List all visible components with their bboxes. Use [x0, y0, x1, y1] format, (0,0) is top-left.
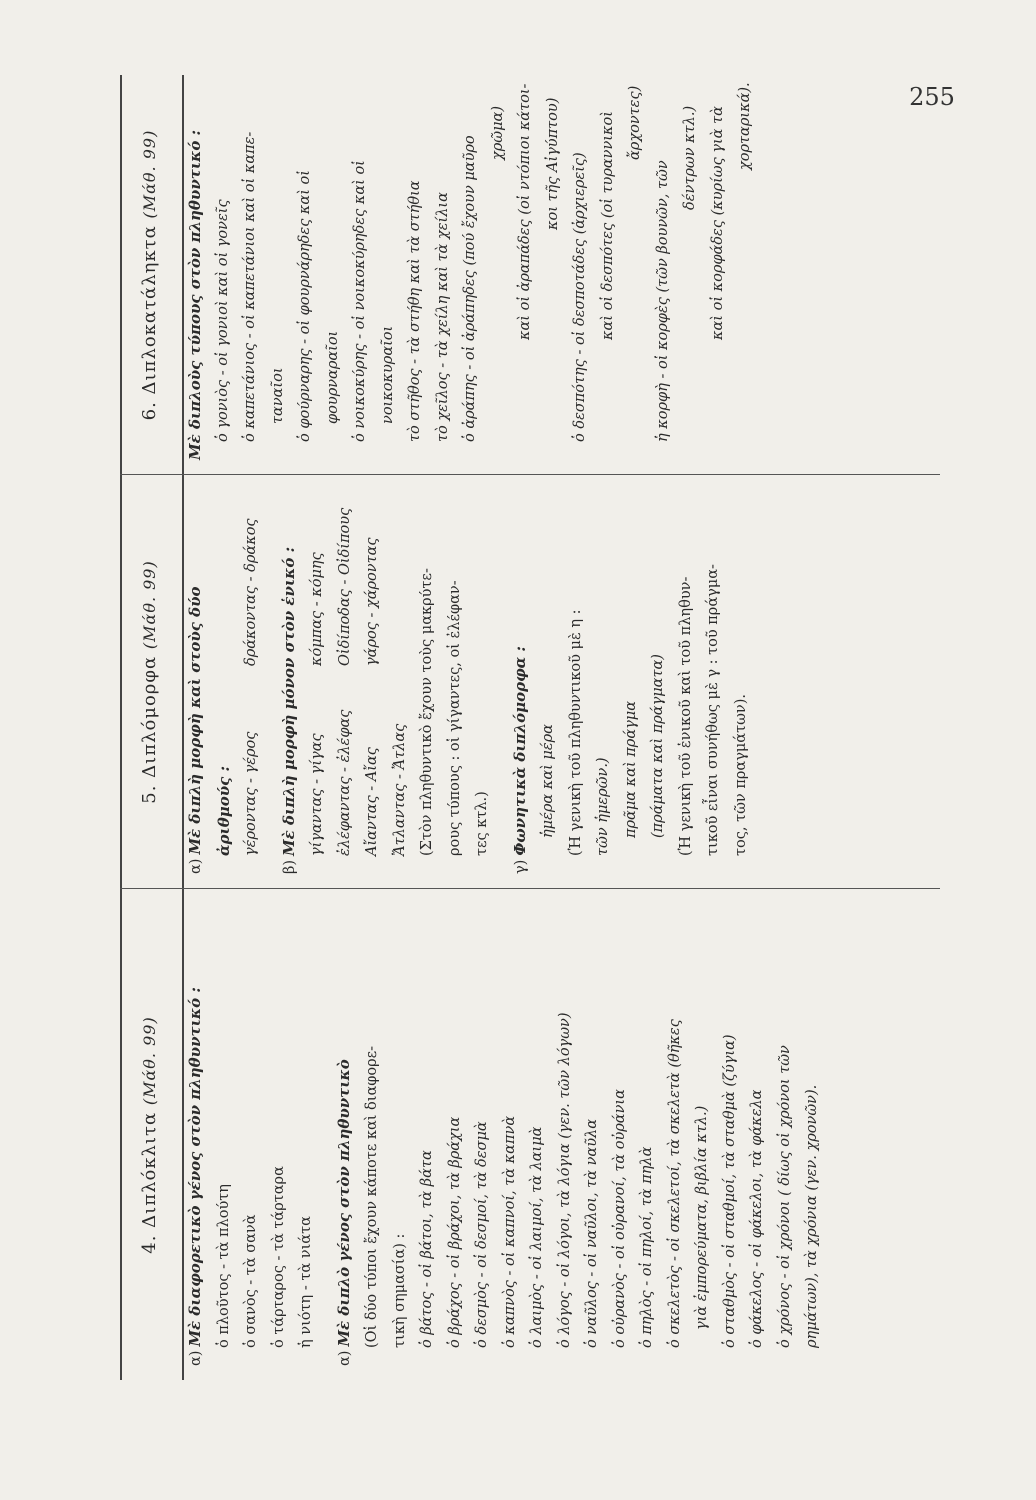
page-number: 255	[909, 82, 955, 111]
list-item: ὁ πηλὸς - οἱ πηλοί, τὰ πηλὰ	[639, 1146, 655, 1348]
list-item: ὁ σκελετὸς - οἱ σκελετοί, τὰ σκελετὰ (θῆκες	[666, 1019, 683, 1348]
list-item-continuation: δέντρων κτλ.)	[682, 105, 698, 210]
section-note: τικοῦ εἶναι συνήθως μὲ γ : τοῦ πράγμα-	[705, 564, 721, 856]
lesson-ref: (Μάθ. 99)	[140, 1016, 159, 1106]
list-item: ὁ οὐρανὸς - οἱ οὐρανοί, τὰ οὐράνια	[611, 1089, 628, 1348]
section-note: τες κτλ.)	[474, 791, 490, 856]
list-item: ὁ δεσπότης - οἱ δεσποτάδες (ἀρχιερεῖς)	[572, 152, 588, 442]
word-pair-row	[304, 490, 332, 874]
column-title: 4. Διπλόκλιτα	[139, 1111, 160, 1254]
table-top-rule	[120, 75, 122, 1380]
word-pair: ἐλέφαντας - ἐλέφας	[336, 709, 353, 856]
list-item-continuation: φουρναραῖοι	[324, 330, 341, 424]
list-item: ὁ βράχος - οἱ βράχοι, τὰ βράχια	[446, 1116, 463, 1348]
lesson-ref: (Μάθ. 99)	[140, 129, 159, 219]
column-diplomorfa	[130, 476, 755, 888]
word-pair-row	[238, 490, 266, 874]
column-title: 6. Διπλοκατάληκτα	[139, 225, 160, 421]
list-item: ὁ τάρταρος - τὰ τάρταρα	[270, 1166, 287, 1348]
word-pair-row	[332, 490, 360, 874]
section-heading: Μὲ διαφορετικὸ γένος στὸν πληθυντικό :	[186, 987, 204, 1347]
section-note: (Στὸν πληθυντικὸ ἔχουν τοὺς μακρύτε-	[419, 568, 435, 856]
list-item: ὁ σανὸς - τὰ σανὰ	[243, 1214, 259, 1348]
list-item: ὁ χρόνος - οἱ χρόνοι ( δίως οἱ χρόνοι τῶν	[776, 1045, 793, 1348]
list-item: ὁ πλοῦτος - τὰ πλούτη	[215, 1184, 232, 1348]
section-note: τῶν ἡμερῶν.)	[595, 757, 611, 856]
section-note: (πράματα καὶ πράγματα)	[650, 654, 666, 838]
word-pair: γάρος - χάροντας	[364, 537, 380, 666]
word-pair: γίγαντας - γίγας	[309, 733, 325, 856]
column-divider-2	[120, 474, 940, 475]
list-item-continuation: γιὰ ἐμπορεύματα, βιβλία κτλ.)	[694, 1105, 710, 1330]
list-item: ὁ νοικοκύρης - οἱ νοικοκύρηδες καὶ οἱ	[352, 160, 368, 442]
list-item-continuation: χορταρικά).	[737, 82, 753, 170]
section-note: (Οἱ δύο τύποι ἔχουν κάποτε καὶ διαφορε-	[364, 1045, 380, 1348]
list-item: ὁ βάτος - οἱ βάτοι, τὰ βάτα	[419, 1150, 435, 1348]
list-item: ὁ σταθμὸς - οἱ σταθμοί, τὰ σταθμὰ (ζύγια)	[721, 1034, 738, 1348]
list-item: ὁ καπετάνιος - οἱ καπετάνιοι καὶ οἱ καπε-	[242, 131, 258, 442]
list-item: ὁ καπνὸς - οἱ καπνοί, τὰ καπνὰ	[501, 1115, 518, 1348]
section-label: α)	[188, 858, 204, 874]
list-item: ἡ νιότη - τὰ νιάτα	[298, 1216, 314, 1348]
section-label: α)	[188, 1350, 204, 1366]
column-title: 5. Διπλόμορφα	[139, 655, 160, 804]
section-label: γ)	[512, 859, 529, 874]
lesson-ref: (Μάθ. 99)	[140, 560, 159, 650]
column-diploklita	[130, 890, 827, 1380]
list-item-continuation: ταναῖοι	[269, 367, 286, 424]
section-heading-cont: ἀριθμούς :	[214, 765, 233, 856]
word-pair: Οἰδίποδας - Οἰδίπους	[336, 507, 353, 666]
section-heading: Φωνητικὰ διπλόμορφα :	[510, 646, 529, 856]
word-pair-row	[359, 490, 387, 874]
list-item-continuation: ἄρχοντες)	[627, 85, 643, 160]
list-item: ὁ γονιὸς - οἱ γονιοὶ καὶ οἱ γονεῖς	[214, 199, 231, 442]
column-diplokatalikta	[130, 76, 760, 474]
list-item: ὁ ἀράπης - οἱ ἀράπηδες (πού ἔχουν μαῦρο	[462, 135, 478, 442]
list-item-continuation: ρημάτων), τὰ χρόνια (γεν. χρονῶν).	[804, 1084, 820, 1348]
list-item: ἡμέρα καὶ μέρα	[540, 724, 556, 838]
list-item: πρᾶμα καὶ πράγμα	[622, 701, 639, 838]
list-item-continuation: κοι τῆς Αἰγύπτου)	[544, 97, 561, 230]
section-note: ρους τύπους : οἱ γίγαντες, οἱ ἐλέφαν-	[446, 580, 463, 856]
section-heading: Μὲ διπλὴ μορφὴ μόνον στὸν ἑνικό :	[279, 546, 298, 856]
section-note: τος, τῶν πραγμάτων).	[732, 693, 749, 856]
word-pair: Αἴαντας - Αἴας	[364, 747, 380, 856]
list-item: ἡ κορφὴ - οἱ κορφὲς (τῶν βουνῶν, τῶν	[654, 160, 671, 442]
column-divider-1	[120, 888, 940, 889]
list-item: ὁ φούρναρης - οἱ φουρνάρηδες καὶ οἱ	[297, 170, 313, 442]
list-item-continuation: καὶ οἱ κορφάδες (κυρίως γιὰ τὰ	[709, 106, 726, 340]
column-header	[130, 76, 182, 474]
section-heading: Μὲ διπλὴ μορφὴ καὶ στοὺς δύο	[186, 586, 204, 855]
list-item-continuation: νοικοκυραῖοι	[379, 325, 396, 424]
section-heading: Μὲ διπλοὺς τύπους στὸν πληθυντικό :	[186, 129, 204, 460]
list-item-continuation: καὶ οἱ δεσπότες (οἱ τυραννικοὶ	[599, 111, 616, 340]
list-item: ὁ λόγος - οἱ λόγοι, τὰ λόγια (γεν. τῶν λόγων)	[556, 1012, 573, 1348]
word-pair-row	[387, 490, 415, 874]
section-note: (Ἡ γενικὴ τοῦ ἑνικοῦ καὶ τοῦ πληθυν-	[677, 576, 694, 856]
section-label: β)	[281, 859, 298, 874]
column-header	[130, 890, 182, 1380]
word-pair: κόμπας - κόμης	[309, 552, 325, 666]
word-pair: δράκοντας - δράκος	[243, 518, 259, 666]
section-note: (Ἡ γενικὴ τοῦ πληθυντικοῦ μὲ η :	[567, 609, 584, 856]
list-item: τὸ χεῖλος - τὰ χείλη καὶ τὰ χείλια	[434, 192, 451, 442]
column-header	[130, 476, 182, 888]
word-pair: Ἄτλαντας - Ἄτλας	[391, 723, 408, 856]
word-pair: γέροντας - γέρος	[243, 731, 259, 856]
list-item: ὁ φάκελος - οἱ φάκελοι, τὰ φάκελα	[749, 1089, 765, 1348]
list-item: τὸ στῆθος - τὰ στήθη καὶ τὰ στήθια	[407, 180, 423, 442]
section-label: α)	[336, 1350, 353, 1366]
list-item-continuation: καὶ οἱ ἀραπάδες (οἱ ντόπιοι κάτοι-	[517, 83, 533, 340]
list-item-continuation: χρῶμα)	[489, 105, 506, 160]
list-item: ὁ ναῦλος - οἱ ναῦλοι, τὰ ναῦλα	[584, 1118, 600, 1348]
section-note: τικὴ σημασία) :	[391, 1233, 408, 1348]
section-heading: Μὲ διπλὸ γένος στὸν πληθυντικὸ	[334, 1059, 353, 1347]
list-item: ὁ δεσμὸς - οἱ δεσμοί, τὰ δεσμὰ	[474, 1121, 490, 1348]
list-item: ὁ λαιμὸς - οἱ λαιμοί, τὰ λαιμὰ	[529, 1126, 545, 1348]
